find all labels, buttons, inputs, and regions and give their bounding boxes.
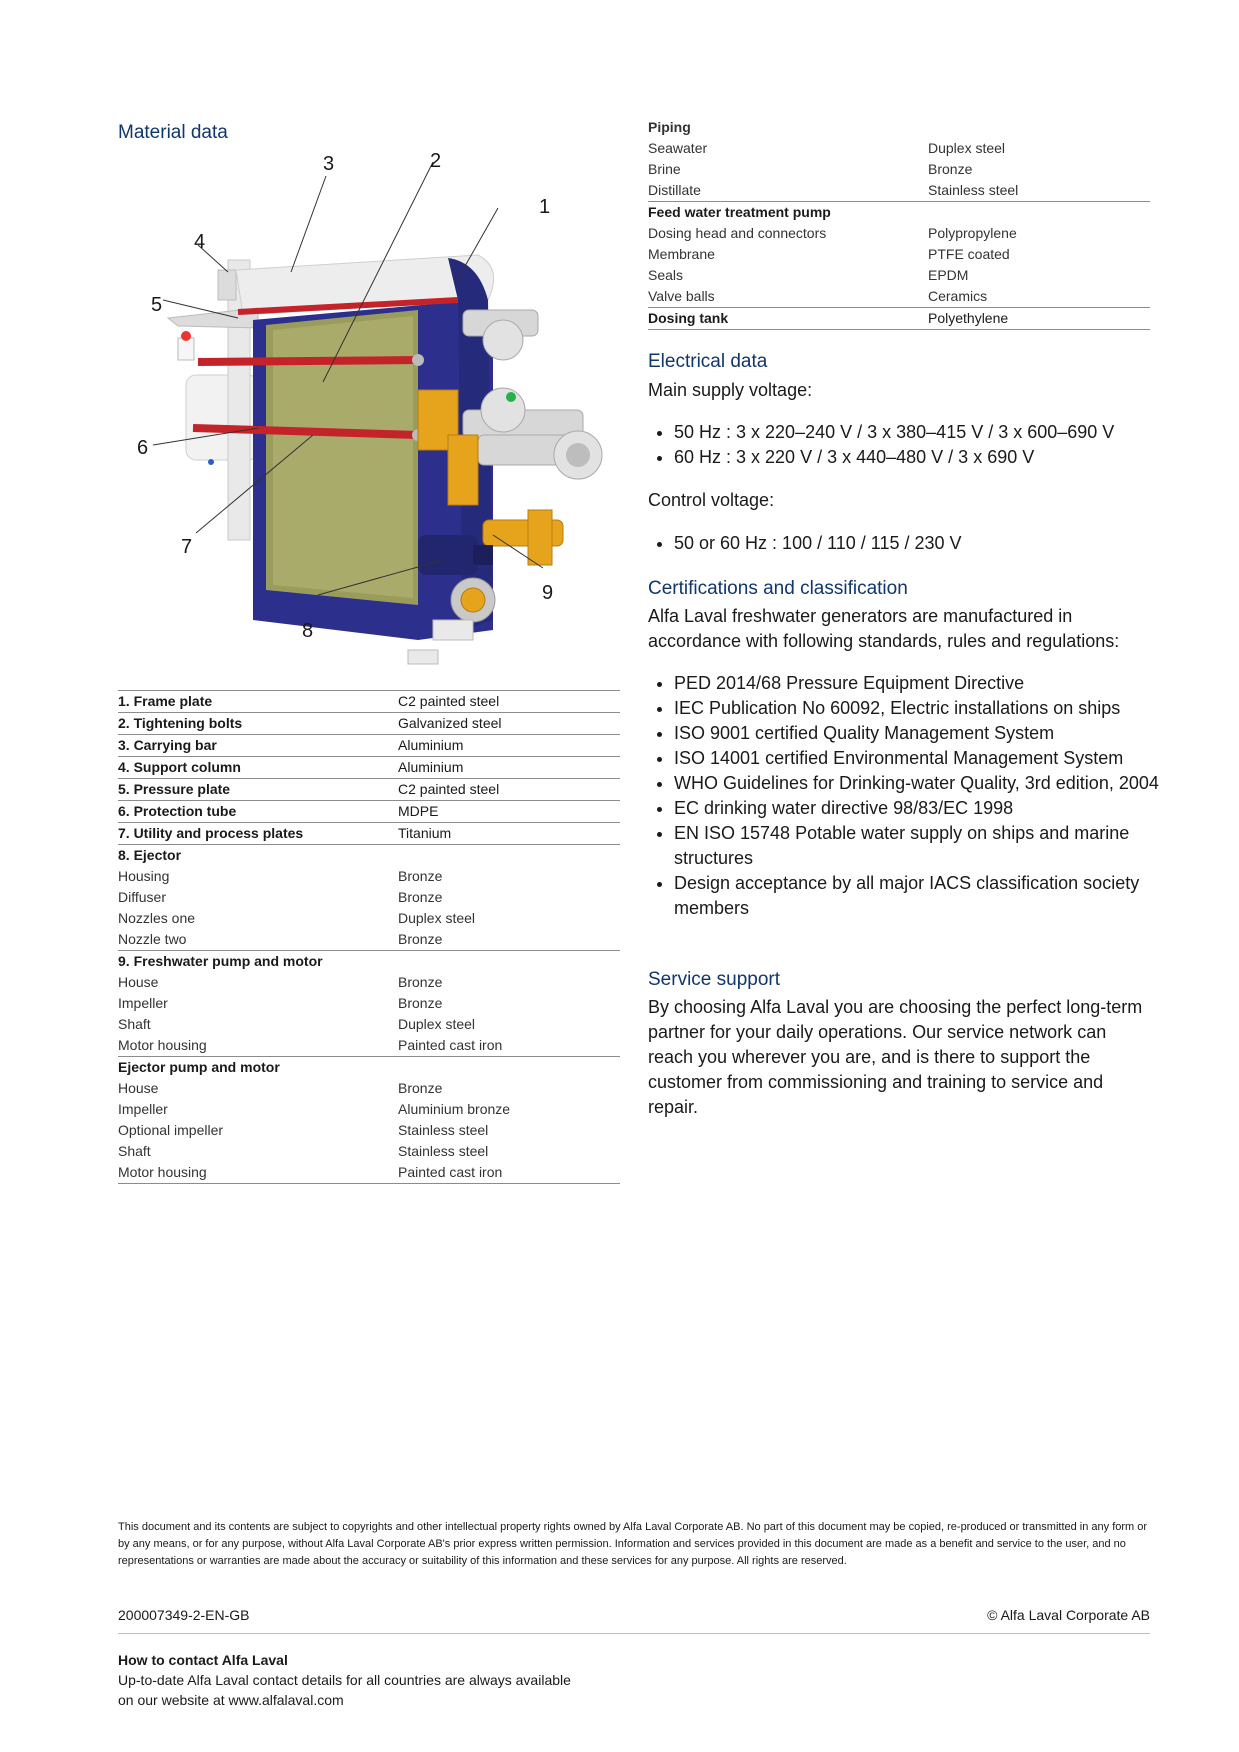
callout-6: 6	[137, 437, 149, 459]
table-row	[118, 993, 620, 1014]
row-value: MDPE	[398, 801, 620, 823]
row-value: Aluminium	[398, 757, 620, 779]
table-row	[118, 845, 620, 867]
callout-4: 4	[194, 231, 206, 253]
row-value: Stainless steel	[928, 182, 1019, 198]
document-id: 200007349-2-EN-GB	[118, 1607, 250, 1623]
table-row	[118, 866, 620, 887]
certification-item: • IEC Publication No 60092, Electric installations on ships	[674, 696, 1174, 721]
callout-5: 5	[151, 294, 163, 316]
row-label: Seawater	[648, 140, 708, 156]
callout-7: 7	[181, 536, 193, 558]
table-row	[118, 779, 620, 801]
row-label: 5. Pressure plate	[118, 779, 398, 801]
table-row	[118, 929, 620, 951]
certification-item: • EN ISO 15748 Potable water supply on ships and marine structures	[674, 821, 1174, 871]
row-value	[398, 1057, 620, 1079]
table-row	[118, 735, 620, 757]
row-label: Impeller	[118, 995, 168, 1011]
row-label: Ejector pump and motor	[118, 1057, 398, 1079]
row-label: Nozzles one	[118, 910, 196, 926]
row-value: Galvanized steel	[398, 713, 620, 735]
certification-item: • ISO 9001 certified Quality Management System	[674, 721, 1174, 746]
contact-title: How to contact Alfa Laval	[118, 1652, 288, 1668]
row-value: Duplex steel	[398, 910, 476, 926]
certification-item: • PED 2014/68 Pressure Equipment Directive	[674, 671, 1174, 696]
row-value: Duplex steel	[398, 1016, 476, 1032]
footer-divider	[118, 1633, 1150, 1634]
control-voltage-list	[648, 531, 1174, 556]
table-row	[118, 887, 620, 908]
certifications-intro: Alfa Laval freshwater generators are manufactured in accordance with following standards, rules and regulations:	[648, 606, 1120, 651]
table-row	[648, 117, 1150, 138]
certifications-list	[648, 671, 1174, 921]
control-voltage-label: Control voltage:	[648, 490, 775, 510]
table-row	[118, 1057, 620, 1079]
row-value	[928, 117, 1150, 138]
table-row	[118, 972, 620, 993]
certification-item: • Design acceptance by all major IACS classification society members	[674, 871, 1174, 921]
certification-item: • EC drinking water directive 98/83/EC 1998	[674, 796, 1174, 821]
table-row	[648, 159, 1150, 180]
contact-line-2: on our website at www.alfalaval.com	[118, 1692, 344, 1708]
row-value: Stainless steel	[398, 1143, 489, 1159]
row-value: Bronze	[928, 161, 973, 177]
table-row	[118, 801, 620, 823]
row-value: Bronze	[398, 1080, 443, 1096]
certifications-heading: Certifications and classification	[648, 578, 908, 599]
legal-notice: This document and its contents are subject to copyrights and other intellectual property rights owned by Alfa Laval Corporate AB. No part of this document may be copied, re-produced or transmitted in any form or by any means, or for any purpose, without Alfa Laval Corporate AB's prior express written permission. Information and services provided in this document are made as a benefit and service to the user, and no representations or warranties are made about the accuracy or suitability of this information and these services for any purpose. All rights are reserved.	[118, 1521, 1148, 1567]
row-value: EPDM	[928, 267, 969, 283]
protection-tube-shape	[198, 360, 418, 362]
row-value: Painted cast iron	[398, 1037, 503, 1053]
table-row	[648, 265, 1150, 286]
row-label: 2. Tightening bolts	[118, 713, 398, 735]
material-data-heading: Material data	[118, 122, 228, 143]
row-label: Piping	[648, 119, 691, 135]
table-row	[118, 823, 620, 845]
row-label: Brine	[648, 161, 681, 177]
row-label: House	[118, 974, 159, 990]
callout-1: 1	[539, 196, 551, 218]
row-label: Shaft	[118, 1143, 151, 1159]
row-label: 6. Protection tube	[118, 801, 398, 823]
row-value: Stainless steel	[398, 1122, 489, 1138]
row-label: 3. Carrying bar	[118, 735, 398, 757]
row-label: 9. Freshwater pump and motor	[118, 951, 398, 973]
row-label: Housing	[118, 868, 170, 884]
table-row	[648, 308, 1150, 330]
table-row	[118, 1035, 620, 1057]
main-supply-list	[648, 420, 1174, 470]
row-label: Seals	[648, 267, 684, 283]
service-support-heading: Service support	[648, 969, 781, 990]
row-value: PTFE coated	[928, 246, 1010, 262]
row-label: Nozzle two	[118, 931, 187, 947]
callout-9: 9	[542, 582, 554, 604]
certification-item: • WHO Guidelines for Drinking-water Quality, 3rd edition, 2004	[674, 771, 1174, 796]
row-label: Diffuser	[118, 889, 166, 905]
row-value: Duplex steel	[928, 140, 1006, 156]
table-row	[118, 757, 620, 779]
table-row	[118, 1162, 620, 1184]
row-label: Impeller	[118, 1101, 168, 1117]
table-row	[648, 202, 1150, 224]
control-voltage-item: • 50 or 60 Hz : 100 / 110 / 115 / 230 V	[674, 531, 1174, 556]
row-label: Motor housing	[118, 1037, 207, 1053]
row-label: Motor housing	[118, 1162, 398, 1184]
row-value: Polypropylene	[928, 225, 1017, 241]
contact-line-1: Up-to-date Alfa Laval contact details for all countries are always available	[118, 1672, 571, 1688]
table-row	[118, 1099, 620, 1120]
row-label: Optional impeller	[118, 1122, 224, 1138]
row-value: Ceramics	[928, 288, 988, 304]
row-label: Dosing head and connectors	[648, 225, 827, 241]
row-label: Distillate	[648, 182, 701, 198]
table-row	[648, 180, 1150, 202]
table-row	[648, 286, 1150, 308]
row-value: C2 painted steel	[398, 691, 620, 713]
main-supply-item: • 50 Hz : 3 x 220–240 V / 3 x 380–415 V / 3 x 600–690 V	[674, 420, 1174, 445]
service-support-text: By choosing Alfa Laval you are choosing the perfect long-term partner for your daily operations. Our service network can reach you wherever you are, and is there to support the customer from commissioning and training to service and repair.	[648, 997, 1143, 1117]
row-label: 7. Utility and process plates	[118, 823, 398, 845]
row-label: Feed water treatment pump	[648, 202, 928, 224]
row-value	[398, 845, 620, 867]
table-row	[118, 1141, 620, 1162]
row-value	[928, 202, 1150, 224]
row-label: Dosing tank	[648, 308, 928, 330]
row-value: Bronze	[398, 889, 443, 905]
row-value: Titanium	[398, 823, 620, 845]
certification-item: • ISO 14001 certified Environmental Management System	[674, 746, 1174, 771]
row-value: Bronze	[398, 931, 443, 947]
table-row	[118, 908, 620, 929]
callout-8: 8	[302, 620, 314, 642]
table-row	[118, 713, 620, 735]
row-label: Membrane	[648, 246, 715, 262]
row-label: Valve balls	[648, 288, 715, 304]
table-row	[118, 1078, 620, 1099]
row-label: 1. Frame plate	[118, 691, 398, 713]
main-supply-label: Main supply voltage:	[648, 380, 813, 400]
copyright: © Alfa Laval Corporate AB	[987, 1607, 1150, 1623]
callout-3: 3	[323, 153, 335, 175]
row-label: House	[118, 1080, 159, 1096]
piping-table	[648, 117, 1150, 330]
callout-2: 2	[430, 150, 442, 172]
table-row	[118, 1014, 620, 1035]
table-row	[118, 691, 620, 713]
electrical-data-heading: Electrical data	[648, 351, 768, 372]
row-value: Polyethylene	[928, 308, 1150, 330]
row-value: Bronze	[398, 868, 443, 884]
row-value: Painted cast iron	[398, 1162, 620, 1184]
material-table	[118, 690, 620, 1184]
row-value: Bronze	[398, 995, 443, 1011]
table-row	[118, 951, 620, 973]
table-row	[648, 244, 1150, 265]
row-value	[398, 951, 620, 973]
row-value: Bronze	[398, 974, 443, 990]
row-value: Aluminium	[398, 735, 620, 757]
table-row	[118, 1120, 620, 1141]
main-supply-item: • 60 Hz : 3 x 220 V / 3 x 440–480 V / 3 x 690 V	[674, 445, 1174, 470]
row-value: Aluminium bronze	[398, 1101, 511, 1117]
row-label: Shaft	[118, 1016, 151, 1032]
table-row	[648, 138, 1150, 159]
row-value: C2 painted steel	[398, 779, 620, 801]
freshwater-generator-illustration	[118, 150, 638, 680]
row-label: 4. Support column	[118, 757, 398, 779]
row-label: 8. Ejector	[118, 845, 398, 867]
table-row	[648, 223, 1150, 244]
